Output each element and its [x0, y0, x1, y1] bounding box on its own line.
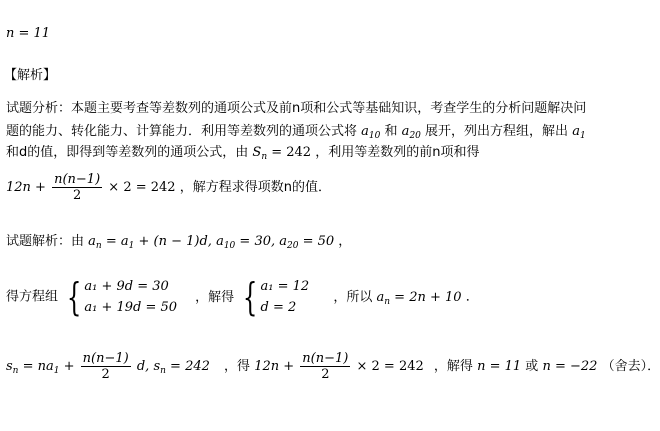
analysis-line-1: 试题分析：本题主要考查等差数列的通项公式及前n项和公式等基础知识，考查学生的分析问题解决问 [6, 101, 587, 116]
answer-equation: n = 11 [6, 26, 51, 41]
section-title: 【解析】 [4, 68, 57, 83]
sn-equation: $S_n$ [252, 145, 268, 162]
analysis-line-2: 题的能力、转化能力、计算能力．利用等差数列的通项公式将 $a_{10}$ 和 $a_{20}$ 展开，列出方程组，解出 $a_1$ [6, 124, 586, 141]
fraction: $\frac{n(n-1)}{2}$ [54, 172, 101, 203]
analysis-line-3: 和d的值，即得到等差数列的通项公式，由 $S_n = 242$ ，利用等差数列的前n项和得 [6, 145, 480, 162]
a20-term: $a_{20}$ [401, 124, 421, 141]
sum-formula: $s_n = na_1$ + [6, 359, 75, 376]
fraction: $\frac{n(n-1)}{2}$ [302, 351, 349, 382]
analysis-formula-line: 12n + $\frac{n(n-1)}{2}$ × 2 = 242 ，解方程求得项数n的值． [6, 172, 331, 203]
solution-formula: $a_n = a_1 + (n - 1)d$, $a_{10} = 30$, $a_{20} = 50$ [88, 234, 335, 251]
a1-term: $a_1$ [572, 124, 586, 141]
equation-system: { a₁ + 9d = 30 a₁ + 19d = 50 [66, 275, 178, 319]
solution-line: 试题解析：由 $a_n = a_1 + (n - 1)d$, $a_{10} = 30$, $a_{20} = 50$ ， [6, 234, 352, 251]
answer-line [6, 26, 50, 42]
a10-term: $a_{10}$ [361, 124, 381, 141]
an-result: $a_n = 2n + 10$ [376, 289, 462, 307]
system-line: 得方程组 { a₁ + 9d = 30 a₁ + 19d = 50 ，解得 { a₁ = 12 d = 2 ，所以 $a_n = 2n + 10$ ． [6, 275, 479, 319]
fraction: $\frac{n(n-1)}{2}$ [82, 351, 129, 382]
solution-system: { a₁ = 12 d = 2 [243, 275, 310, 319]
sum-line: $s_n = na_1$ + $\frac{n(n-1)}{2}$ d, $s_n = 242$ ，得 12n + $\frac{n(n-1)}{2}$ × 2 = 242 ，解得 n = 11 或 n = −22 （舍去）． [6, 351, 660, 382]
